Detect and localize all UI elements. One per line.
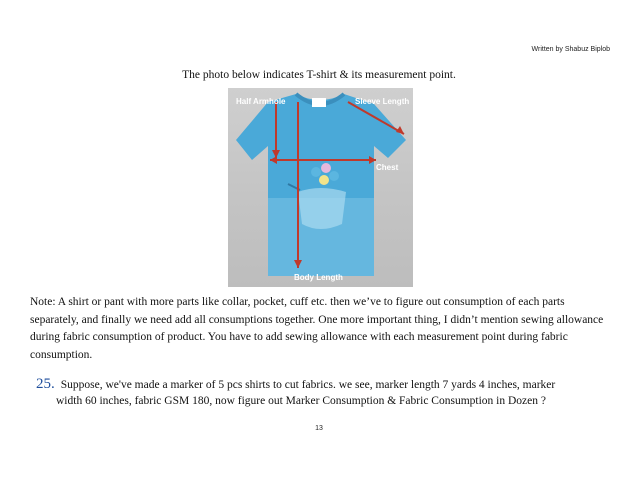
body-length-label: Body Length [294, 273, 343, 282]
question-line-2: width 60 inches, fabric GSM 180, now figure out Marker Consumption & Fabric Consumption in Dozen ? [56, 395, 546, 407]
photo-caption: The photo below indicates T-shirt & its measurement point. [182, 69, 456, 81]
flower-icon [329, 171, 339, 181]
question-25 [36, 376, 616, 409]
tshirt-tag [312, 98, 326, 107]
tshirt-photo [228, 88, 413, 287]
tshirt-diagram [228, 88, 413, 287]
chest-label: Chest [376, 163, 399, 172]
page-number: 13 [315, 425, 323, 432]
question-number: 25. [36, 376, 55, 392]
flower-icon [311, 167, 321, 177]
sleeve-length-label: Sleeve Length [355, 97, 410, 106]
half-armhole-label: Half Armhole [236, 97, 286, 106]
question-line-1: Suppose, we've made a marker of 5 pcs shirts to cut fabrics. we see, marker length 7 yards 4 inches, marker [60, 379, 556, 391]
author-credit: Written by Shabuz Biplob [531, 46, 610, 53]
flower-icon [321, 163, 331, 173]
tshirt-pocket [298, 188, 346, 229]
note-paragraph: Note: A shirt or pant with more parts like collar, pocket, cuff etc. then we’ve to figure out consumption of each parts separately, and finally we need add all consumptions together. One more important thing, I didn’t mention sewing allowance during fabric consumption of product. You have to add sewing allowance with each measurement point during fabric consumption. [30, 296, 604, 361]
flower-icon [319, 175, 329, 185]
